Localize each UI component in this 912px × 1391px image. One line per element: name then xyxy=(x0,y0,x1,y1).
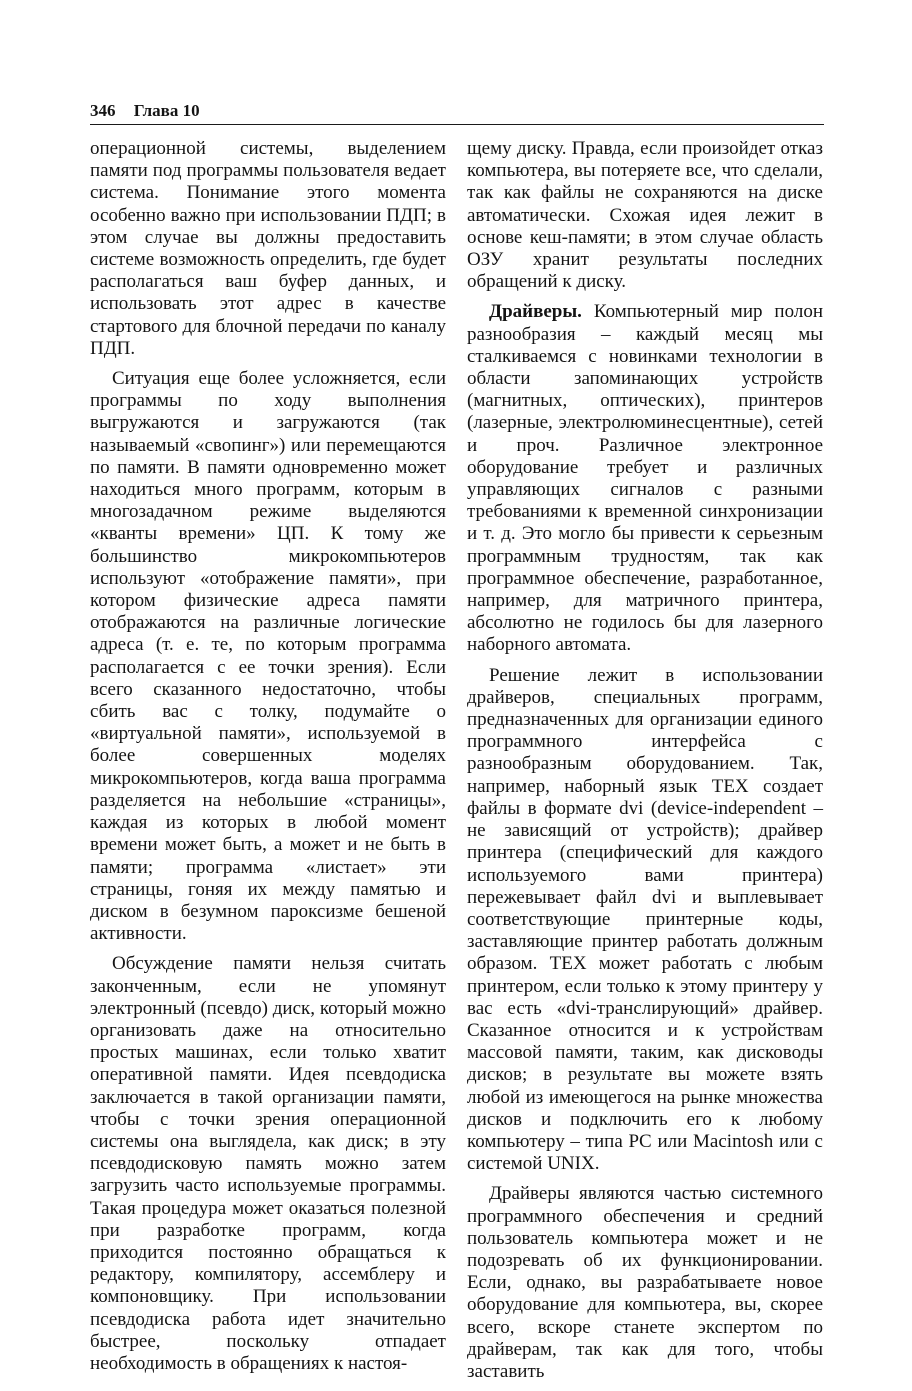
right-column xyxy=(467,138,823,1391)
paragraph-driver-solution: Решение лежит в использовании драйверов, специальных программ, предназначенных для организации единого программного интерфейса с разнообразным оборудованием. Так, например, наборный язык TEX создает файлы в формате dvi (device-independent – не зависящий от устройств); драйвер принтера (специфический для каждого используемого вами принтера) пережевывает файл dvi и выплевывает соответствующие принтерные коды, заставляющие принтер работать должным образом. TEX может работать с любым принтером, если только к этому принтеру у вас есть «dvi-транслирующий» драйвер. Сказанное относится и к устройствам массовой памяти, таким, как дисководы дисков; в результате вы можете взять любой из имеющегося на рынке множества дисков и подключить его к любому компьютеру – типа PC или Macintosh или с системой UNIX. xyxy=(467,664,823,1175)
running-head xyxy=(90,98,824,125)
paragraph-drivers-system: Драйверы являются частью системного программного обеспечения и средний пользователь компьютера может и не подозревать об их функционировании. Если, однако, вы разрабатываете новое оборудование для компьютера, вы, скорее всего, вскоре станете экспертом по драйверам, так как для того, чтобы заставить xyxy=(467,1183,823,1382)
paragraph-drivers xyxy=(467,301,823,656)
left-column xyxy=(90,138,446,1383)
paragraph-ram-disk-continued: щему диску. Правда, если произойдет отказ компьютера, вы потеряете все, что сделали, так как файлы не сохраняются на диске автоматически. Схожая идея лежит в основе кеш-памяти; в этом случае область ОЗУ хранит результаты последних обращений к диску. xyxy=(467,138,823,293)
chapter-title: Глава 10 xyxy=(133,101,200,120)
page-number: 346 xyxy=(90,101,116,120)
paragraph-continued: операционной системы, выделением памяти под программы пользователя ведает система. Понимание этого момента особенно важно при использовании ПДП; в этом случае вы должны предоставить системе возможность определить, где будет располагаться ваш буфер данных, и использовать этот адрес в качестве стартового для блочной передачи по каналу ПДП. xyxy=(90,138,446,359)
paragraph-ram-disk: Обсуждение памяти нельзя считать законченным, если не упомянут электронный (псевдо) диск, который можно организовать даже на относительно простых машинах, если только хватит оперативной памяти. Идея псевдодиска заключается в такой организации памяти, чтобы с точки зрения операционной системы она выглядела, как диск; в эту псевдодисковую память можно затем загрузить часто используемые программы. Такая процедура может оказаться полезной при разработке программ, когда приходится постоянно обращаться к редактору, компилятору, ассемблеру и компоновщику. При использовании псевдодиска работа идет значительно быстрее, поскольку отпадает необходимость в обращениях к настоя- xyxy=(90,953,446,1374)
drivers-text: Компьютерный мир полон разнообразия – каждый месяц мы сталкиваемся с новинками технологии в области запоминающих устройств (магнитных, оптических), принтеров (лазерные, электролюминесцентные), сетей и проч. Различное электронное оборудование требует и различных управляющих сигналов с разными требованиями к временной синхронизации и т. д. Это могло бы привести к серьезным программным трудностям, так как программное обеспечение, разработанное, например, для матричного принтера, абсолютно не годилось бы для лазерного наборного автомата. xyxy=(467,301,823,656)
drivers-heading: Драйверы. xyxy=(489,301,582,323)
paragraph-memory-swapping: Ситуация еще более усложняется, если программы по ходу выполнения выгружаются и загружаются (так называемый «свопинг») или перемещаются по памяти. В памяти одновременно может находиться много программ, которым в многозадачном режиме выделяются «кванты времени» ЦП. К тому же большинство микрокомпьютеров используют «отображение памяти», при котором физические адреса памяти отображаются на различные логические адреса (т. е. те, по которым программа располагается с ее точки зрения). Если всего сказанного недостаточно, чтобы сбить вас с толку, подумайте о «виртуальной памяти», используемой в более совершенных моделях микрокомпьютеров, когда ваша программа разделяется на небольшие «страницы», каждая из которых в любой момент времени может быть, а может и не быть в памяти; программа «листает» эти страницы, гоняя их между памятью и диском в безумном пароксизме бешеной активности. xyxy=(90,368,446,945)
